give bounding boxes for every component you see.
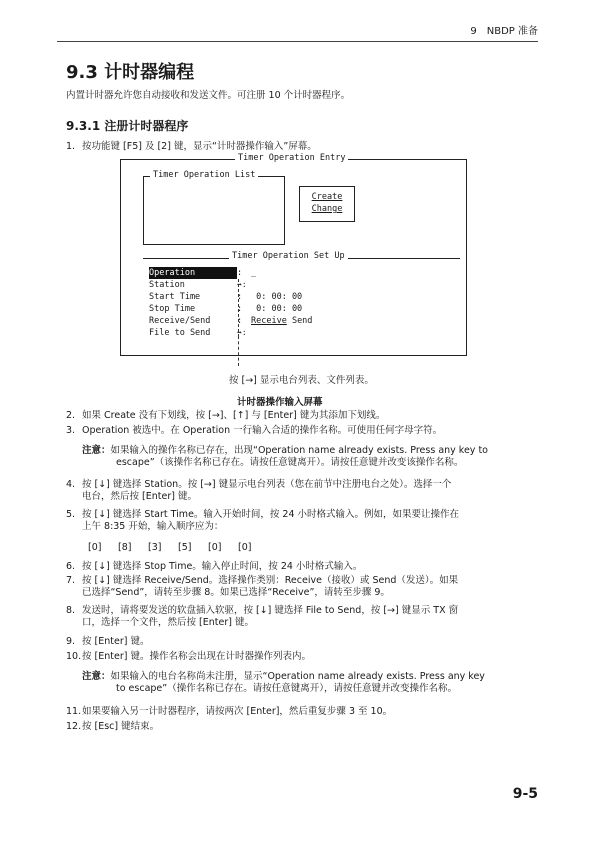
step-4: 4. 按 [↓] 键选择 Station。按 [→] 键显示电台列表（您在前节中注册电台之处）。选择一个 电台，然后按 [Enter] 键。 [66, 479, 452, 502]
field-stop-time[interactable]: Stop Time : 0: 00: 00 [149, 304, 303, 314]
step-11: 11.如果要输入另一计时器程序，请按两次 [Enter]，然后重复步骤 3 至 10。 [66, 706, 393, 717]
subsection-number: 9.3.1 [66, 119, 101, 133]
header-rule [57, 41, 538, 42]
running-header: 9 NBDP 准备 [470, 26, 538, 37]
change-button[interactable]: Change [311, 204, 343, 214]
note-2: 注意：如果输入的电台名称尚未注册，显示“Operation name already exists. Press any key to escape”（操作名称已存在。请按任意键离开），请按任意键并改变操作名称。 [82, 671, 485, 694]
field-start-time[interactable]: Start Time : 0: 00: 00 [149, 292, 303, 302]
step-8: 8. 发送时，请将要发送的软盘插入软驱，按 [↓] 键选择 File to Send，按 [→] 键显示 TX 窗 口，选择一个文件，然后按 [Enter] 键。 [66, 605, 459, 628]
step-7: 7. 按 [↓] 键选择 Receive/Send。选择操作类别：Receive（接收）或 Send（发送）。如果 已选择“Send”，请转至步骤 8。如果已选择“Receive”，请转至步骤 9。 [66, 575, 459, 598]
subsection-heading [66, 117, 188, 134]
list-title: Timer Operation List [150, 170, 258, 180]
arrow-callout-text: 按 [→] 显示电台列表、文件列表。 [229, 375, 374, 386]
figure-caption: 计时器操作输入屏幕 [237, 397, 323, 408]
field-receive-send[interactable]: Receive/Send : Receive Send [149, 316, 313, 326]
step-6: 6. 按 [↓] 键选择 Stop Time。输入停止时间，按 24 小时格式输入。 [66, 561, 363, 572]
step-1: 1. 按功能键 [F5] 及 [2] 键，显示“计时器操作输入”屏幕。 [66, 141, 317, 152]
field-file-to-send[interactable]: File to Send ➡: [149, 327, 251, 339]
timer-entry-screen [120, 153, 467, 356]
time-key-sequence: [0] [8] [3] [5] [0] [0] [88, 542, 252, 553]
create-button[interactable]: Create [311, 192, 343, 202]
subsection-title: 注册计时器程序 [104, 119, 189, 133]
note-1: 注意：如果输入的操作名称已存在，出现“Operation name already exists. Press any key to escape”（该操作名称已存在。请按任意键离开）。请按任意键并改变该操作名称。 [82, 445, 488, 468]
step-9: 9. 按 [Enter] 键。 [66, 636, 150, 647]
setup-title: Timer Operation Set Up [229, 251, 348, 261]
callout-dashed-line [238, 279, 239, 337]
field-operation[interactable]: Operation : _ [149, 268, 257, 278]
step-10: 10.按 [Enter] 键。操作名称会出现在计时器操作列表内。 [66, 651, 311, 662]
arrow-right-icon: ➡: [237, 280, 247, 289]
operation-value[interactable]: _ [251, 268, 257, 278]
page-number: 9-5 [512, 786, 538, 802]
create-change-box [299, 186, 355, 222]
entry-title: Timer Operation Entry [235, 153, 348, 163]
step-2: 2. 如果 Create 没有下划线，按 [→]、[↑] 与 [Enter] 键为其添加下划线。 [66, 410, 386, 421]
arrow-right-icon: ➡: [237, 328, 247, 337]
section-heading [66, 58, 194, 84]
send-option[interactable]: Send [286, 316, 313, 326]
timer-operation-list [143, 170, 285, 245]
receive-option[interactable]: Receive [251, 316, 287, 326]
step-3: 3. Operation 被选中。在 Operation 一行输入合适的操作名称。可使用任何字母字符。 [66, 425, 443, 436]
step-12: 12.按 [Esc] 键结束。 [66, 721, 160, 732]
intro-paragraph: 内置计时器允许您自动接收和发送文件。可注册 10 个计时器程序。 [66, 90, 351, 101]
section-number: 9.3 [66, 62, 98, 83]
field-station[interactable]: Station ➡: [149, 279, 251, 291]
operation-label: Operation [149, 267, 237, 279]
section-title: 计时器编程 [104, 62, 195, 83]
callout-leader [238, 336, 239, 366]
step-5: 5. 按 [↓] 键选择 Start Time。输入开始时间，按 24 小时格式输入。例如，如果要让操作在 上午 8:35 开始，输入顺序应为： [66, 509, 460, 532]
